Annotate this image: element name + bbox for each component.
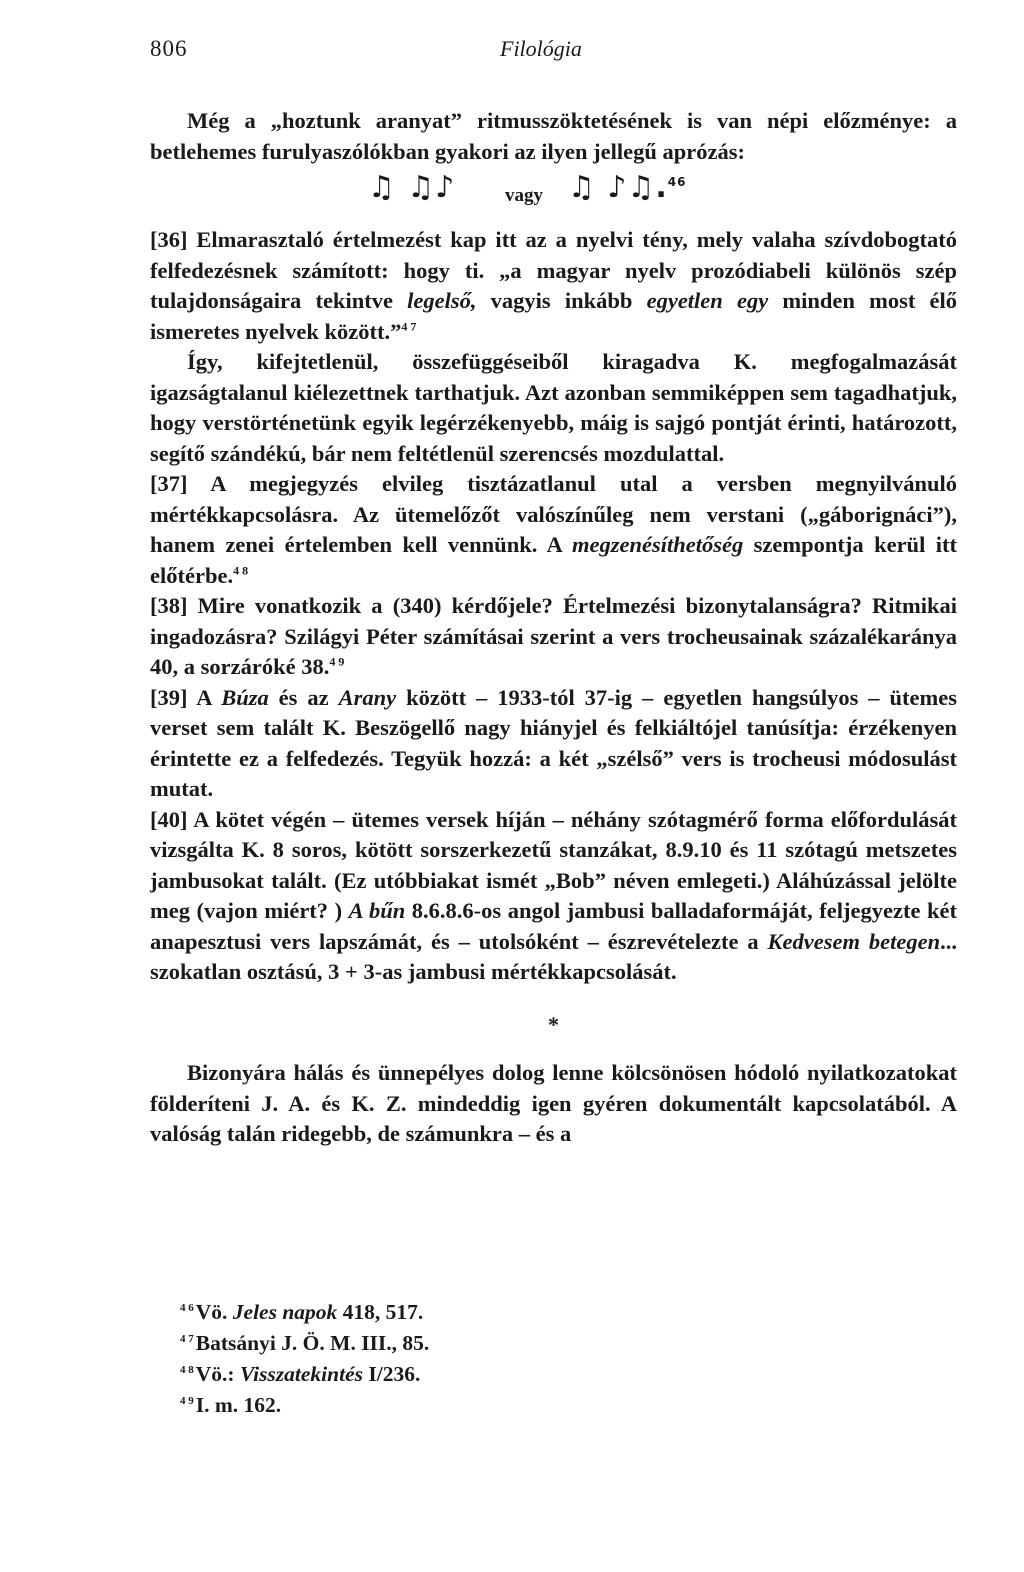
- paragraph-40-part-b: 8.6.8.6-os angol jambusi balladaformáját, feljegyezte két anapesztusi vers lapszámát, és – utolsóként – észrevételezte a: [150, 898, 957, 954]
- section-separator-asterisk: *: [548, 1011, 559, 1037]
- footnote-text-post: 418, 517.: [337, 1300, 424, 1324]
- paragraph-37-part-b: szempontja kerül itt előtérbe.: [150, 532, 957, 588]
- footnote-italic: Visszatekintés: [239, 1362, 363, 1386]
- footnotes: [180, 1297, 429, 1421]
- body-text: [150, 106, 957, 1150]
- rhythm-notation: [150, 167, 957, 225]
- paragraph-36-part-c: minden most élő ismeretes nyelvek között.”: [150, 288, 958, 344]
- footnote-text: Batsányi J. Ö. M. III., 85.: [195, 1331, 430, 1355]
- footnote-ref-49: 4 9: [329, 654, 345, 669]
- notation-connector: vagy: [505, 185, 543, 206]
- paragraph-38-text: [38] Mire vonatkozik a (340) kérdőjele? Értelmezési bizonytalanságra? Ritmikai ingadozásra? Szilágyi Péter számításai szerint a vers trocheusainak százalékaránya 40, a sorzáróké 38.: [150, 593, 957, 679]
- paragraph-40-part-a: [40] A kötet végén – ütemes versek híján – néhány szótagmérő forma előfordulását vizsgálta K. 8 soros, kötött sorszerkezetű stanzákat, 8.9.10 és 11 szótagú metszetes jambusokat talált. (Ez utóbbiakat ismét „Bob” néven emlegeti.) Aláhúzással jelölte meg (vajon miért? ): [150, 806, 957, 923]
- footnote-number: 4 8: [180, 1363, 194, 1376]
- footnote-ref-46: 46: [667, 175, 687, 189]
- rhythm-pattern-b-notes: ♫ ♪♫.: [568, 170, 668, 205]
- paragraph-39-italic-1: Búza: [221, 684, 269, 710]
- paragraph-intro: Még a „hoztunk aranyat” ritmusszöktetésének is van népi előzménye: a betlehemes furulyaszólókban gyakori az ilyen jellegű aprózás:: [150, 108, 957, 164]
- paragraph-36-part-a: [36] Elmarasztaló értelmezést kap itt az a nyelvi tény, mely valaha szívdobogtató felfedezésnek számított: hogy ti. „a magyar nyelv prozódiabeli különös szép tulajdonságaira tekintve: [150, 227, 957, 313]
- paragraph-39: [150, 683, 957, 805]
- paragraph-39-italic-2: Arany: [338, 684, 397, 710]
- paragraph-37-part-a: [37] A megjegyzés elvileg tisztázatlanul utal a versben megnyilvánuló mértékkapcsolásra. Az ütemelőzőt valószínűleg nem verstani („gáborignáci”), hanem zenei értelemben kell vennünk. A: [150, 471, 957, 557]
- footnote-46: [180, 1297, 429, 1328]
- footnote-number: 4 7: [180, 1332, 194, 1345]
- rhythm-pattern-a: ♫ ♫♪: [368, 170, 456, 205]
- footnote-ref-48: 4 8: [233, 563, 249, 577]
- running-title: Filológia: [500, 36, 582, 61]
- paragraph-36: [150, 225, 957, 347]
- paragraph-36-italic-1: legelső,: [407, 288, 477, 313]
- paragraph-39-part-b: és az: [268, 684, 339, 710]
- footnote-text: Vö.:: [195, 1362, 240, 1386]
- paragraph-38: [150, 591, 957, 683]
- paragraph-40-part-c: ... szokatlan osztású, 3 + 3-as jambusi mértékkapcsolását.: [150, 928, 957, 984]
- paragraph-40-italic-1: A bűn: [348, 898, 406, 923]
- paragraph-36-continuation: Így, kifejtetlenül, összefüggéseiből kiragadva K. megfogalmazását igazságtalanul kiélezettnek tarthatjuk. Azt azonban semmiképpen sem tagadhatjuk, hogy verstörténetünk egyik legérzékenyebb, máig is sajgó pontját érinti, határozott, segítő szándékú, bár nem feltétlenül szerencsés mozdulattal.: [150, 349, 957, 466]
- footnote-text: Vö.: [195, 1300, 233, 1324]
- paragraph-37-italic: megzenésíthetőség: [571, 532, 744, 557]
- footnote-number: 4 6: [180, 1301, 194, 1314]
- footnote-48: [180, 1359, 429, 1390]
- footnote-47: [180, 1328, 429, 1359]
- page-header: [150, 36, 960, 66]
- rhythm-pattern-b: [568, 170, 687, 205]
- paragraph-36-italic-2: egyetlen egy: [646, 288, 769, 313]
- paragraph-36-part-b: vagyis inkább: [476, 288, 647, 313]
- page-number: 806: [150, 36, 188, 61]
- paragraph-39-part-c: között – 1933-tól 37-ig – egyetlen hangsúlyos – ütemes verset sem talált K. Beszögellő nagy hiányjel és felkiáltójel tanúsítja: érzékenyen érintette ez a felfedezés. Tegyük hozzá: a két „szélső” vers is trocheusi módosulást mutat.: [150, 684, 957, 801]
- footnote-ref-47: 4 7: [401, 319, 417, 333]
- paragraph-closing: Bizonyára hálás és ünnepélyes dolog lenne kölcsönösen hódoló nyilatkozatokat földeríteni J. A. és K. Z. mindeddig igen gyéren dokumentált kapcsolatából. A valóság talán ridegebb, de számunkra – és a: [150, 1060, 957, 1146]
- paragraph-40-italic-2: Kedvesem betegen: [767, 928, 941, 954]
- paragraph-39-part-a: [39] A: [150, 684, 222, 710]
- footnote-italic: Jeles napok: [232, 1300, 338, 1324]
- footnote-text-post: I/236.: [363, 1362, 421, 1386]
- footnote-49: [180, 1390, 429, 1421]
- footnote-text: I. m. 162.: [195, 1393, 282, 1417]
- paragraph-40: [150, 805, 957, 988]
- paragraph-37: [150, 469, 957, 591]
- footnote-number: 4 9: [180, 1394, 194, 1407]
